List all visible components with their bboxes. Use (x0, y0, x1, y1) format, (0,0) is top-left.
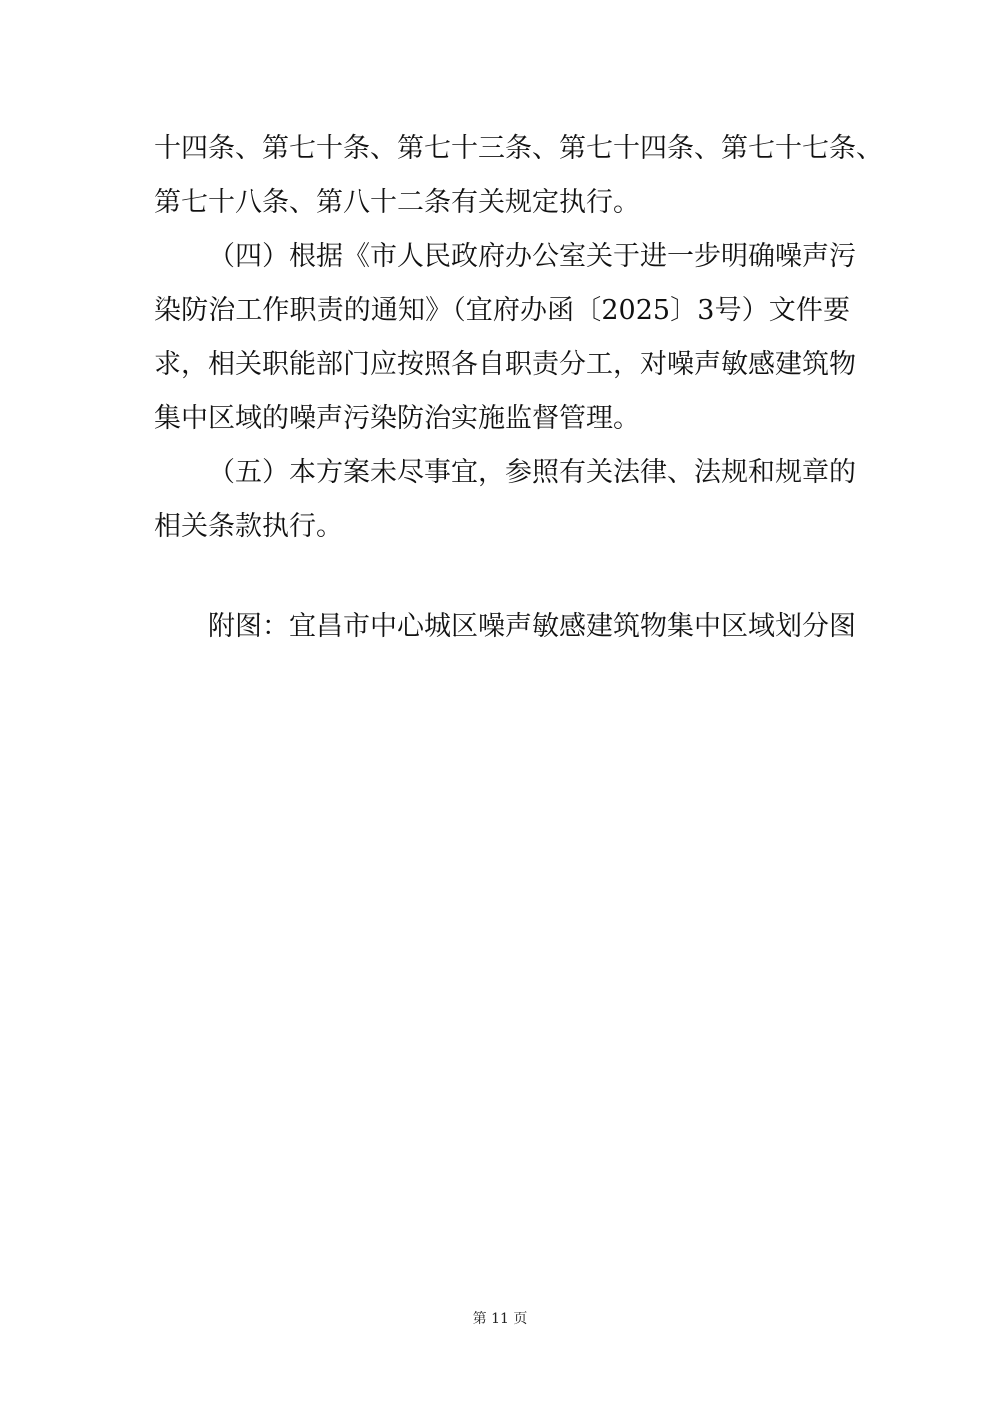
attachment-note: 附图：宜昌市中心城区噪声敏感建筑物集中区域划分图 (208, 611, 856, 642)
body-line: 十四条、第七十条、第七十三条、第七十四条、第七十七条、 (154, 133, 883, 164)
body-line: 第七十八条、第八十二条有关规定执行。 (154, 187, 640, 218)
body-line: 集中区域的噪声污染防治实施监督管理。 (154, 403, 640, 434)
paragraph-four-line: （四）根据《市人民政府办公室关于进一步明确噪声污 (208, 241, 856, 272)
document-body (154, 122, 883, 654)
spacer (154, 554, 850, 600)
paragraph-five-line: （五）本方案未尽事宜，参照有关法律、法规和规章的 (208, 457, 856, 488)
body-line: 染防治工作职责的通知》（宜府办函〔2025〕3号）文件要 (154, 295, 850, 326)
body-line: 求，相关职能部门应按照各自职责分工，对噪声敏感建筑物 (154, 349, 856, 380)
body-line: 相关条款执行。 (154, 511, 343, 542)
page-number: 第 11 页 (472, 1311, 528, 1327)
